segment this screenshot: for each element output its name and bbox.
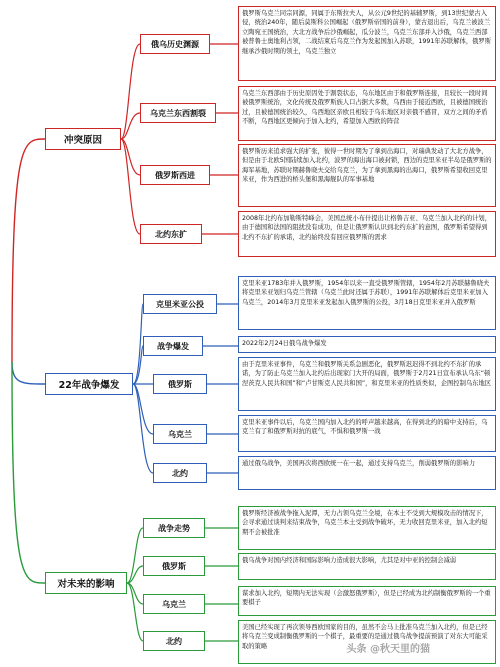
sub-node-russia-future: 俄罗斯	[143, 556, 205, 576]
leaf-text-russia-future: 俄乌战争对国内经济和国际影响力造成很大影响，尤其是对中亚的控制会减弱	[238, 553, 496, 580]
sub-node-russia-2022: 俄罗斯	[153, 374, 207, 394]
sub-node-ukraine-2022: 乌克兰	[153, 424, 207, 444]
sub-node-crimea-referendum: 克里米亚公投	[143, 294, 217, 314]
leaf-text-nato-future: 美国已经实现了再次领导西欧国家的目的，虽然不会马上批准乌克兰加入北约，但是已经将乌克兰变成制衡俄罗斯的一个棋子，最重要的是通过俄乌战争提前预演了对东大可能采取的策略	[238, 620, 496, 664]
leaf-text-ukraine-2022: 克里米亚事件以后，乌克兰国内加入北约的呼声越来越高，在得到北约的暗中支持后，乌克兰有了和俄罗斯对抗的底气，不惧和俄罗斯一战	[238, 415, 496, 452]
branch-conflict-causes: 冲突原因	[45, 128, 121, 150]
branch-2-connector-3	[127, 583, 143, 641]
branch-0-connector-0	[121, 44, 140, 139]
branch-1-connector-0	[133, 304, 143, 384]
sub-node-war-trend: 战争走势	[143, 518, 205, 538]
sub-node-east-west-split: 乌克兰东西割裂	[140, 103, 216, 123]
leaf-text-nato-expansion: 2008年北约布加勒斯特峰会，美国总统小布什提出让格鲁吉亚、乌克兰加入北约的计划，由于德国和法国的阻扰没有成功，但是让俄罗斯认识到北约东扩的意图，俄罗斯希望得到北约不东扩的承诺，北约始终没有回应俄罗斯的需求	[238, 211, 496, 257]
branch-0-connector-3	[121, 139, 140, 234]
leaf-text-crimea-referendum: 克里米亚1783年并入俄罗斯，1954年以来一直受俄罗斯管辖，1954年2月苏联赫鲁晓夫将克里米亚划归乌克兰管辖（乌克兰此时还属于苏联），1991年苏联解体后克里米亚加入乌克兰，2014年3月克里米亚发起加入俄罗斯的公投，3月18日克里米亚并入俄罗斯	[238, 276, 496, 330]
leaf-text-war-outbreak: 2022年2月24日俄乌战争爆发	[238, 336, 496, 353]
sub-node-nato-2022: 北约	[153, 463, 207, 483]
leaf-text-russia-westward: 俄罗斯历来追求强大的扩张，彼得一世时期为了拿到出海口，对瑞典发动了大北方战争，但是由于北欧5国陆续加入北约，波罗的海出海口被封锁，西边的克里米亚半岛是俄罗斯的海军基地，苏联时期赫鲁晓夫交给乌克兰，为了拿到黑海的出海口，俄罗斯希望收回克里米亚，作为西进的桥头堡和黑海舰队的军事基地	[238, 144, 496, 207]
leaf-text-ukraine-future: 谋求加入北约，短期内无法实现（会激怒俄罗斯），但是已经成为北约制衡俄罗斯的一个重要棋子	[238, 586, 496, 616]
sub-node-russia-westward: 俄罗斯西进	[140, 165, 210, 185]
branch-1-connector-4	[133, 384, 153, 473]
branch-future-impact: 对未来的影响	[45, 572, 127, 594]
branch-war-outbreak: 22年战争爆发	[45, 373, 133, 395]
sub-node-history: 俄乌历史渊源	[140, 34, 210, 54]
root-connector-0	[12, 139, 45, 362]
leaf-text-russia-2022: 由于克里米亚事件，乌克兰和俄罗斯关系急剧恶化，俄罗斯迟迟得不到北约不东扩的承诺，为了防止乌克兰加入北约后出现家门大开的局面，俄罗斯于2月21日宣布承认乌东“顿涅茨克人民共和国”和“卢甘斯克人民共和国”，和克里米亚的性质类似，企图控制乌东地区	[238, 357, 496, 411]
leaf-text-history: 俄罗斯乌克兰同宗同源，同属于东斯拉夫人，从公元9世纪的基辅罗斯，到13世纪蒙古入侵，统治240年，随后莫斯科公国崛起（俄罗斯帝国的前身），蒙古退出后，乌克兰被波兰立陶宛王国统治，大北方战争后沙俄崛起，瓜分波兰，乌克兰东部并入沙俄，乌克兰西部被普鲁士奥地利占领，二战结束后乌克兰作为发起国加入苏联，1991年苏联解体，俄罗斯继承沙俄时期的领土，乌克兰独立	[238, 6, 496, 81]
sub-node-nato-future: 北约	[143, 631, 205, 651]
watermark: 头条 @秋天里的猫	[346, 644, 430, 655]
sub-node-ukraine-future: 乌克兰	[143, 594, 205, 614]
sub-node-nato-expansion: 北约东扩	[140, 224, 202, 244]
leaf-text-nato-2022: 通过俄乌战争，美国再次将西欧统一在一起，通过支持乌克兰，削弱俄罗斯的影响力	[238, 456, 496, 490]
root-connector-2	[12, 362, 45, 583]
leaf-text-east-west-split: 乌克兰东西部由于历史原因处于割裂状态，乌东地区由于和俄罗斯连接，且较长一段时间被俄罗斯统治，文化传统及俄罗斯族人口占据大多数，乌西由于接近西欧，且被德国统治过，且被德国统治较久，乌西地区亲欧且相较于乌东地区对亲俄不感冒，双方之间的矛盾不断，乌西地区更倾向于加入北约，希望加入西欧的阵营	[238, 86, 496, 141]
sub-node-war-outbreak: 战争爆发	[143, 336, 203, 356]
root-connector-1	[12, 362, 45, 384]
leaf-text-war-trend: 俄罗斯经济被战争拖入泥潭，无力占领乌克兰全境，在本土不受到大规模攻击的情况下，会寻求通过谈判来结束战争，乌克兰本土受到战争破坏，无力收回克里米亚，加入北约短期不会被批准	[238, 506, 496, 550]
